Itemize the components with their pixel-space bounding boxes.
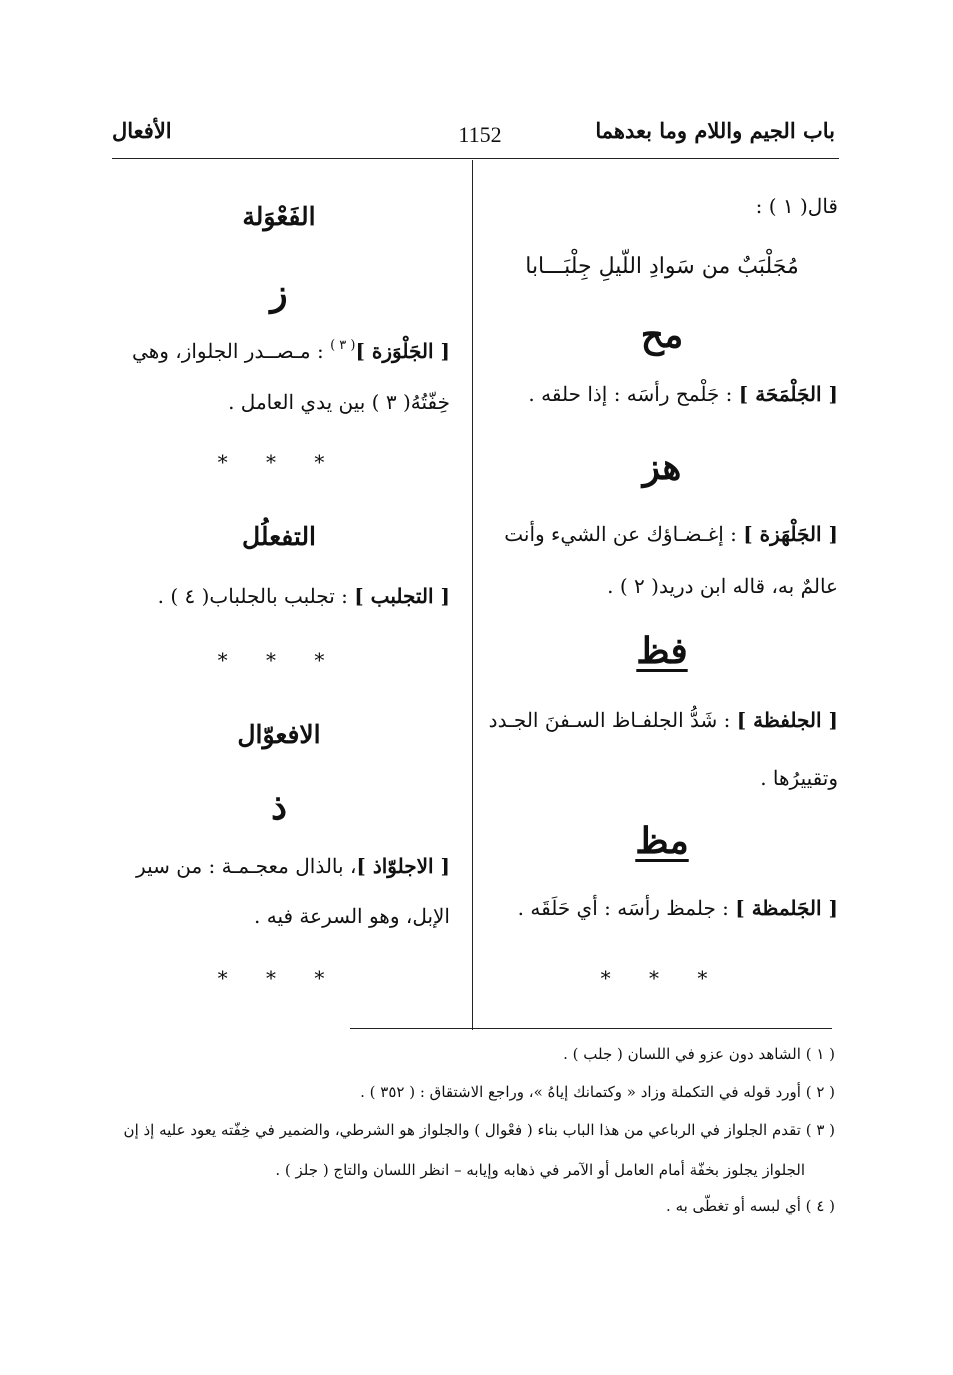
footnote-1: ( ١ ) الشاهد دون عزو في اللسان ( جلب ) . [563, 1045, 835, 1063]
entry-text: : جلمظ رأسَه : أي حَلَقَه . [517, 896, 729, 920]
letter-heading-dh: ذ [270, 786, 288, 828]
entry-text: : إغـضـاؤك عن الشيء وأنت [504, 522, 737, 546]
qal-line: قال( ١ ) : [755, 194, 838, 218]
footnote-2: ( ٢ ) أورد قوله في التكملة وزاد « وكتمانك إياهُ »، وراجع الاشتقاق : ( ٣٥٢ ) . [360, 1083, 835, 1101]
section-separator: * * * [600, 966, 724, 990]
letter-heading-z: ز [270, 272, 288, 314]
entry-term: [ الجلفظة ] [736, 708, 838, 732]
entry-jalfaza-cont: وتقييرُها . [760, 766, 838, 790]
entry-jalwaza-cont: خِفّتُهُ( ٣ ) بين يدي العامل . [228, 390, 450, 414]
pattern-heading-fawala: الفَعْوَلة [242, 202, 316, 231]
entry-term: [ التجلبب ] [354, 584, 450, 608]
entry-term: [ الجَلمظة ] [735, 896, 838, 920]
page-number: 1152 [458, 122, 502, 147]
running-head-left: الأفعال [112, 118, 172, 143]
entry-text: : جَلْمح رأسَه : إذا حلقه . [528, 382, 733, 406]
root-heading-fz: فظ [636, 630, 688, 672]
entry-ijliwwadh-cont: الإبل، وهو السرعة فيه . [254, 904, 450, 928]
root-heading-mz: مظ [635, 820, 689, 862]
entry-jalhaza-cont: عالمٌ به، قاله ابن دريد( ٢ ) . [607, 574, 838, 598]
footnote-ref: ( ٣ ) [330, 338, 356, 353]
entry-text: : شَدُّ الجلفـاظ السـفنَ الجـدد [488, 708, 731, 732]
entry-jalmaha [528, 382, 838, 406]
entry-term: [ الاجلوّاذ ] [356, 854, 450, 878]
footnote-rule [350, 1028, 832, 1029]
entry-jalfaza [489, 708, 838, 732]
footnote-4: ( ٤ ) أي لبسه أو تغطّى به . [666, 1197, 835, 1215]
running-head-right: باب الجيم واللام وما بعدهما [595, 118, 835, 143]
entry-term: [ الجَلْوَزة ] [355, 339, 450, 363]
column-divider [472, 160, 473, 1030]
entry-jalwaza [132, 338, 450, 363]
entry-text: : مـصــدر الجلواز، وهي [132, 339, 324, 363]
header-rule [112, 158, 839, 159]
verse-line: مُجَلْبَبٌ من سَوادِ اللّيلِ جِلْبَـــابا [525, 254, 799, 279]
root-heading-hz: هز [642, 446, 682, 488]
entry-tajalbub [158, 584, 450, 608]
entry-ijliwwadh [136, 854, 450, 878]
footnote-3: ( ٣ ) تقدم الجلواز في الرباعي من هذا الباب بناء ( فعْوال ) والجلواز هو الشرطي، والضمير في خِفّته يعود عليه إذ إن [123, 1121, 835, 1139]
section-separator: * * * [217, 648, 341, 672]
section-separator: * * * [217, 966, 341, 990]
section-separator: * * * [217, 450, 341, 474]
entry-jalhaza [504, 522, 838, 546]
entry-text: : تجلبب بالجلباب( ٤ ) . [157, 584, 348, 608]
pattern-heading-tafalul: التفعلُل [241, 522, 317, 551]
entry-term: [ الجَلْمَحَة ] [738, 382, 838, 406]
root-heading-mh: مح [640, 314, 684, 356]
pattern-heading-ifiwwal: الافعوّال [237, 720, 321, 749]
entry-text: ، بالذال معجـمـة : من سير [136, 854, 357, 878]
entry-term: [ الجَلْهَزة ] [743, 522, 838, 546]
entry-jalmaza [518, 896, 838, 920]
footnote-3-cont: الجلواز يجلوز بخفّة أمام العامل أو الآمر في ذهابه وإيابه – انظر اللسان والتاج ( جلز ) . [275, 1161, 805, 1179]
